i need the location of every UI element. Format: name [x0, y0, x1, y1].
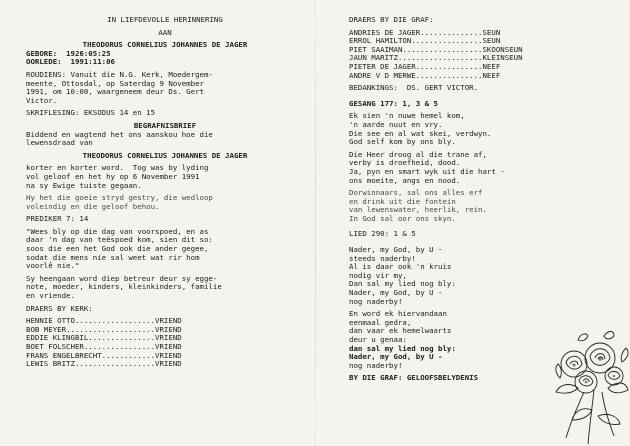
letter-body-line: korter en korter word. Tog was by lyding [26, 163, 209, 173]
scripture-reference: PREDIKER 7: 14 [26, 214, 89, 224]
verse-line: daar 'n dag van teëspoed kom, sien dit so: [26, 235, 213, 245]
right-panel [349, 0, 581, 383]
remembrance-header: IN LIEFDEVOLLE HERINNERING [107, 15, 223, 24]
song-line: nodig vir my, [349, 270, 407, 280]
song-line: eenmaal gedra, [349, 317, 412, 327]
song-line: nog naderby! [349, 296, 403, 306]
church-bearers-list [26, 317, 304, 369]
death-date: OORLEDE: 1991:11:06 [26, 57, 115, 67]
deceased-name-repeat: THEODORUS CORNELIUS JOHANNES DE JAGER [82, 150, 248, 160]
song-line: Al is daar ook 'n kruis [349, 262, 452, 272]
roudiens-line: 1991, om 10:00, waargeneem deur Ds. Gert [26, 87, 204, 97]
song-line: Nader, my God, by U - [349, 352, 443, 362]
birth-date: GEBORE: 1926:05:25 [26, 48, 111, 58]
graveside-note: BY DIE GRAF: GELOOFSBELYDENIS [349, 373, 479, 383]
mourners-line: en vriende. [26, 291, 75, 301]
song-line: Dan sal my lied nog bly: [349, 279, 456, 289]
acknowledgements: BEDANKINGS: DS. GERT VICTOR. [349, 83, 479, 93]
list-item: FRANS ENGELBRECHT............VRIEND [26, 350, 182, 360]
list-item: ANDRE V D MERWE...............NEEF [349, 70, 501, 80]
letter-body-line: Hy het die goeie stryd gestry, die wedloop [26, 193, 213, 203]
song-line: dan sal my lied nog bly: [349, 343, 456, 353]
verse-line: sodat die mens nie sal weet wat rir hom [26, 252, 200, 262]
church-bearers-title: DRAERS BY KERK: [26, 303, 93, 313]
song-line: En word ek hiervandaan [349, 309, 447, 319]
list-item: ERROL HAMILTON................SEUN [349, 36, 501, 46]
hymn-title: GESANG 177: 1, 3 & 5 [349, 98, 438, 108]
song-line: deur u genaa: [349, 335, 407, 344]
mourners-line: Sy heengaan word diep betreur deur sy egge- [26, 273, 218, 283]
list-item: PIET SAAIMAN..................SKOONSEUN [349, 44, 523, 54]
song-line: nog naderby! [349, 360, 403, 370]
letter-intro-line: lewensdraad van [26, 138, 93, 148]
grave-bearers-list [349, 29, 581, 81]
list-item: EDDIE KLINGBIL...............VRIEND [26, 333, 182, 343]
list-item: HENNIE OTTO..................VRIEND [26, 316, 182, 326]
verse-line: voorlê nie." [26, 261, 80, 271]
letter-intro-line: Biddend en wagtend het ons aanskou hoe die [26, 129, 213, 139]
hymn-line: Dorwinnaars, sal ons alles erf [349, 188, 483, 198]
hymn-line: 'n aarde nuut en vry. [349, 119, 443, 129]
hymn-line: verby is droefheid, dood. [349, 158, 461, 168]
left-panel [26, 0, 304, 369]
song-line: steeds naderby! [349, 253, 416, 263]
verse-line: soos die een het God ook die ander gegee, [26, 244, 209, 254]
song-line: Nader, my God, by U - [349, 288, 443, 298]
song-line: Nader, my God, by U - [349, 245, 443, 255]
list-item: JAUN MARITZ...................KLEINSEUN [349, 53, 523, 63]
center-fold [315, 0, 316, 446]
song-title: LIED 290: 1 & 5 [349, 229, 416, 239]
song-line: dan vaar ek hemelwaarts [349, 326, 452, 336]
roudiens-line: Victor. [26, 95, 58, 105]
roudiens-line: meente, Ottosdal, op Saterdag 9 November [26, 78, 204, 88]
list-item: BOET FOLSCHER................VRIEND [26, 342, 182, 351]
hymn-line: God self kom by ons bly. [349, 137, 456, 147]
hymn-line: ons moeite, angs en nood. [349, 175, 461, 185]
list-item: LEWIS BRITZ..................VRIEND [26, 359, 182, 369]
letter-body-line: vol geloof en het hy op 6 November 1991 [26, 171, 200, 181]
hymn-line: In God sal oor ons skyn. [349, 213, 456, 223]
deceased-name: THEODORUS CORNELIUS JOHANNES DE JAGER [82, 40, 248, 50]
scripture-reading: SKRIFLESING: EKSODUS 14 en 15 [26, 108, 156, 118]
rose-bouquet-illustration [548, 318, 630, 446]
hymn-line: Ek sien 'n nuwe hemel kom, [349, 111, 465, 121]
verse-line: "Wees bly op die dag van voorspoed, en as [26, 226, 209, 236]
mourners-line: note, moeder, kinders, kleinkinders, familie [26, 282, 222, 292]
letter-body-line: na sy Ewige tuiste gegaan. [26, 180, 142, 190]
aan-label: AAN [158, 27, 172, 37]
grave-bearers-title: DRAERS BY DIE GRAF: [349, 15, 434, 24]
hymn-line: Die Heer droog al die trane af, [349, 149, 487, 159]
letter-body-line: voleindig en die geloof behou. [26, 201, 160, 211]
list-item: PIETER DE JAGER...............NEEF [349, 61, 501, 71]
list-item: ANDRIES DE JAGER..............SEUN [349, 27, 501, 37]
hymn-line: Die see en al wat skei, verdwyn. [349, 128, 492, 138]
hymn-line: Ja, pyn en smart wyk uit die hart - [349, 166, 505, 176]
list-item: BOB MEYER....................VRIEND [26, 324, 182, 334]
hymn-line: van lewenswater, heerlik, rein. [349, 205, 487, 215]
hymn-line: en drink uit die fontein [349, 196, 456, 206]
funeral-service-details [26, 71, 304, 105]
roudiens-line: ROUDIENS: Vanuit die N.G. Kerk, Moedergem- [26, 69, 213, 79]
funeral-letter-title: BEGRAFNISBRIEF [133, 120, 197, 130]
